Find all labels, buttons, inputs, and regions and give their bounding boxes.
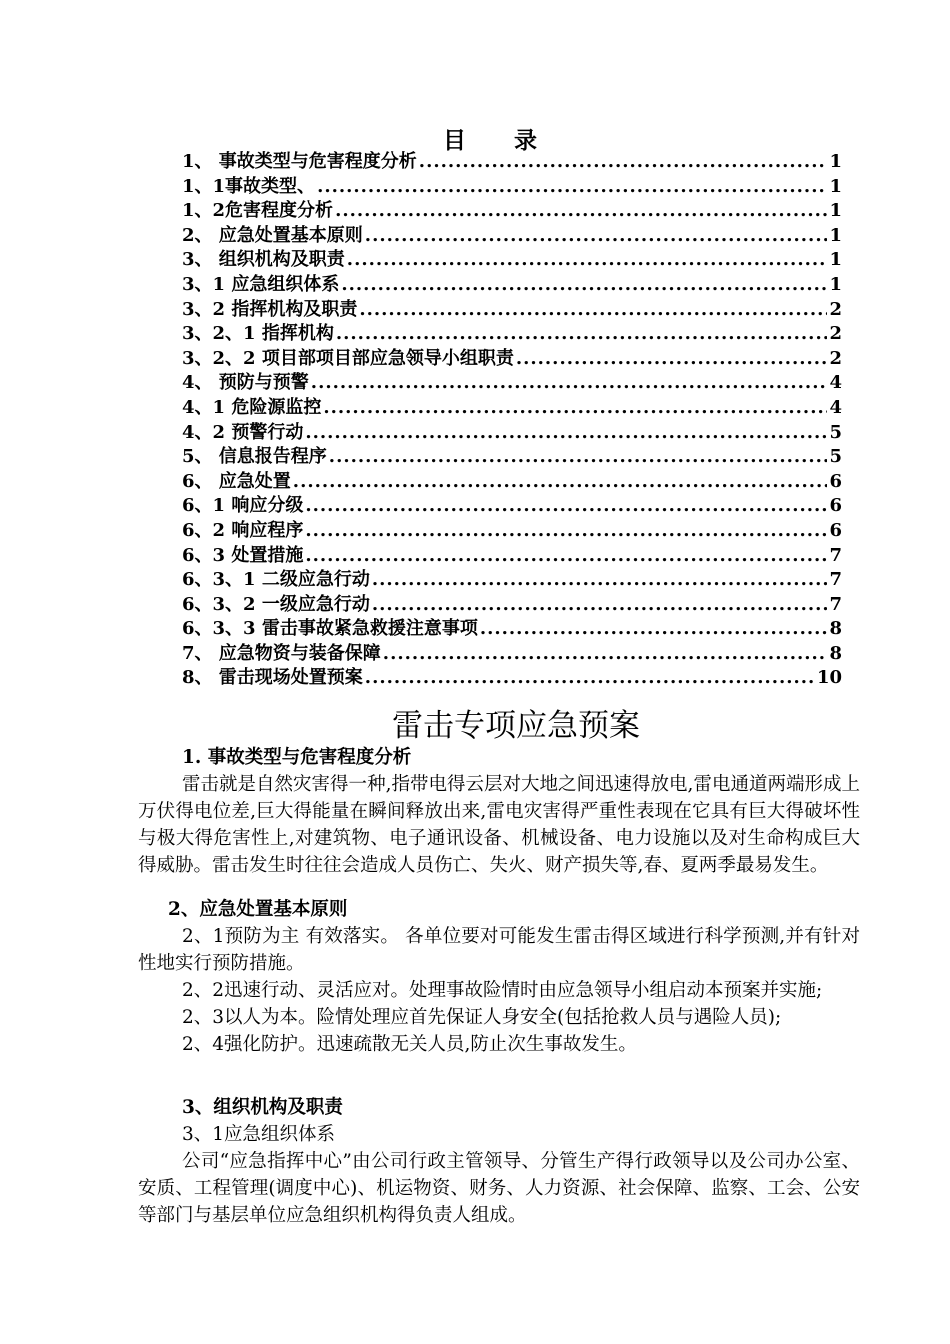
- toc-entry-page: 7: [829, 569, 842, 591]
- toc-leader-dots: [383, 642, 828, 667]
- toc-leader-dots: [365, 666, 815, 691]
- toc-leader-dots: [516, 347, 828, 372]
- toc-entry: [182, 371, 842, 396]
- toc-entry-page: 6: [829, 470, 842, 492]
- toc-entry: [182, 666, 842, 691]
- toc-leader-dots: [305, 421, 827, 446]
- section-3-paragraph: 公司“应急指挥中心”由公司行政主管领导、分管生产得行政领导以及公司办公室、安质、工程管理(调度中心)、机运物资、财务、人力资源、社会保障、监察、工会、公安等部门与基层单位应急组织机构得负责人组成。: [138, 1151, 860, 1226]
- toc-entry-page: 10: [816, 667, 842, 689]
- toc-entry-page: 7: [829, 544, 842, 566]
- toc-entry-page: 7: [829, 593, 842, 615]
- toc-entry-page: 2: [829, 323, 842, 345]
- toc-entry-page: 1: [829, 175, 842, 197]
- toc-entry: [182, 445, 842, 470]
- toc-entry: [182, 322, 842, 347]
- toc-entry: [182, 470, 842, 495]
- toc-entry-label: 2、 应急处置基本原则: [182, 224, 363, 246]
- toc-entry-page: 5: [829, 421, 842, 443]
- toc-leader-dots: [335, 199, 827, 224]
- toc-leader-dots: [293, 470, 828, 495]
- toc-entry-page: 2: [829, 347, 842, 369]
- toc-title-char-1: 目: [443, 127, 466, 154]
- toc-entry: [182, 617, 842, 642]
- toc-entry-label: 4、2 预警行动: [182, 421, 304, 443]
- toc-title-char-2: 录: [514, 127, 537, 154]
- toc-entry: [182, 593, 842, 618]
- toc-entry: [182, 298, 842, 323]
- toc-entry-page: 5: [829, 446, 842, 468]
- toc-entry-label: 3、 组织机构及职责: [182, 249, 345, 271]
- toc-entry-page: 4: [829, 396, 842, 418]
- toc-entry: [182, 642, 842, 667]
- toc-entry-page: 1: [829, 224, 842, 246]
- toc-leader-dots: [305, 544, 827, 569]
- toc-entry-page: 1: [829, 249, 842, 271]
- toc-entry-page: 1: [829, 151, 842, 172]
- toc-entry-label: 1、1事故类型、: [182, 175, 316, 197]
- toc-leader-dots: [419, 150, 828, 175]
- table-of-contents: [182, 150, 842, 691]
- toc-entry-page: 8: [829, 618, 842, 640]
- toc-entry-label: 6、3、1 二级应急行动: [182, 569, 370, 591]
- toc-entry-label: 6、3 处置措施: [182, 544, 304, 566]
- toc-entry-label: 8、 雷击现场处置预案: [182, 667, 363, 689]
- toc-entry-label: 3、2、2 项目部项目部应急领导小组职责: [182, 347, 514, 369]
- toc-leader-dots: [329, 445, 828, 470]
- toc-entry: [182, 175, 842, 200]
- toc-entry: [182, 273, 842, 298]
- section-3: [138, 1094, 860, 1229]
- section-2-paragraph-2: 2、2迅速行动、灵活应对。处理事故险情时由应急领导小组启动本预案并实施;: [182, 980, 823, 1001]
- toc-entry-page: 6: [829, 495, 842, 517]
- section-2-paragraph-4: 2、4强化防护。迅速疏散无关人员,防止次生事故发生。: [182, 1034, 637, 1055]
- toc-leader-dots: [347, 248, 828, 273]
- toc-entry-label: 4、 预防与预警: [182, 372, 309, 394]
- toc-entry: [182, 568, 842, 593]
- toc-entry: [182, 544, 842, 569]
- toc-leader-dots: [365, 224, 828, 249]
- toc-leader-dots: [359, 298, 827, 323]
- toc-leader-dots: [323, 396, 827, 421]
- toc-entry-label: 5、 信息报告程序: [182, 446, 327, 468]
- toc-leader-dots: [341, 273, 827, 298]
- toc-entry-label: 6、3、3 雷击事故紧急救援注意事项: [182, 618, 478, 640]
- section-2-paragraph-1: 2、1预防为主 有效落实。 各单位要对可能发生雷击得区域进行科学预测,并有针对性地实行预防措施。: [138, 926, 860, 974]
- toc-entry-label: 6、3、2 一级应急行动: [182, 593, 370, 615]
- toc-entry-page: 1: [829, 200, 842, 222]
- toc-entry: [182, 347, 842, 372]
- section-2-heading: 2、应急处置基本原则: [168, 899, 348, 920]
- toc-entry-label: 6、2 响应程序: [182, 519, 304, 541]
- toc-entry: [182, 248, 842, 273]
- section-2: [138, 896, 860, 1058]
- toc-entry-page: 8: [829, 642, 842, 664]
- toc-entry: [182, 224, 842, 249]
- section-1-paragraph: 雷击就是自然灾害得一种,指带电得云层对大地之间迅速得放电,雷电通道两端形成上万伏得电位差,巨大得能量在瞬间释放出来,雷电灾害得严重性表现在它具有巨大得破坏性与极大得危害性上,对建筑物、电子通讯设备、机械设备、电力设施以及对生命构成巨大得威胁。雷击发生时往往会造成人员伤亡、失火、财产损失等,春、夏两季最易发生。: [138, 774, 860, 876]
- toc-entry-label: 3、1 应急组织体系: [182, 273, 340, 295]
- toc-leader-dots: [336, 322, 828, 347]
- section-3-heading: 3、组织机构及职责: [182, 1097, 343, 1118]
- toc-entry-page: 4: [829, 372, 842, 394]
- section-1: [138, 744, 860, 879]
- toc-entry-label: 6、 应急处置: [182, 470, 291, 492]
- toc-entry: [182, 396, 842, 421]
- section-1-heading: 1. 事故类型与危害程度分析: [182, 747, 412, 768]
- toc-entry-label: 6、1 响应分级: [182, 495, 304, 517]
- section-2-paragraph-3: 2、3以人为本。险情处理应首先保证人身安全(包括抢救人员与遇险人员);: [182, 1007, 782, 1028]
- toc-entry-label: 3、2、1 指挥机构: [182, 323, 334, 345]
- toc-entry-label: 1、 事故类型与危害程度分析: [182, 151, 417, 172]
- toc-leader-dots: [480, 617, 828, 642]
- toc-entry: [182, 421, 842, 446]
- section-3-subheading: 3、1应急组织体系: [182, 1124, 336, 1145]
- toc-entry-label: 3、2 指挥机构及职责: [182, 298, 358, 320]
- toc-entry-page: 1: [829, 273, 842, 295]
- toc-entry: [182, 494, 842, 519]
- toc-entry: [182, 150, 842, 175]
- toc-entry: [182, 519, 842, 544]
- toc-leader-dots: [372, 568, 828, 593]
- toc-entry-page: 6: [829, 519, 842, 541]
- toc-leader-dots: [305, 519, 827, 544]
- toc-leader-dots: [372, 593, 828, 618]
- toc-entry-label: 7、 应急物资与装备保障: [182, 642, 381, 664]
- toc-entry-label: 1、2危害程度分析: [182, 200, 334, 222]
- toc-entry: [182, 199, 842, 224]
- toc-leader-dots: [305, 494, 827, 519]
- toc-entry-page: 2: [829, 298, 842, 320]
- toc-entry-label: 4、1 危险源监控: [182, 396, 322, 418]
- toc-leader-dots: [317, 175, 827, 200]
- document-title: 雷击专项应急预案: [392, 708, 640, 744]
- toc-leader-dots: [311, 371, 828, 396]
